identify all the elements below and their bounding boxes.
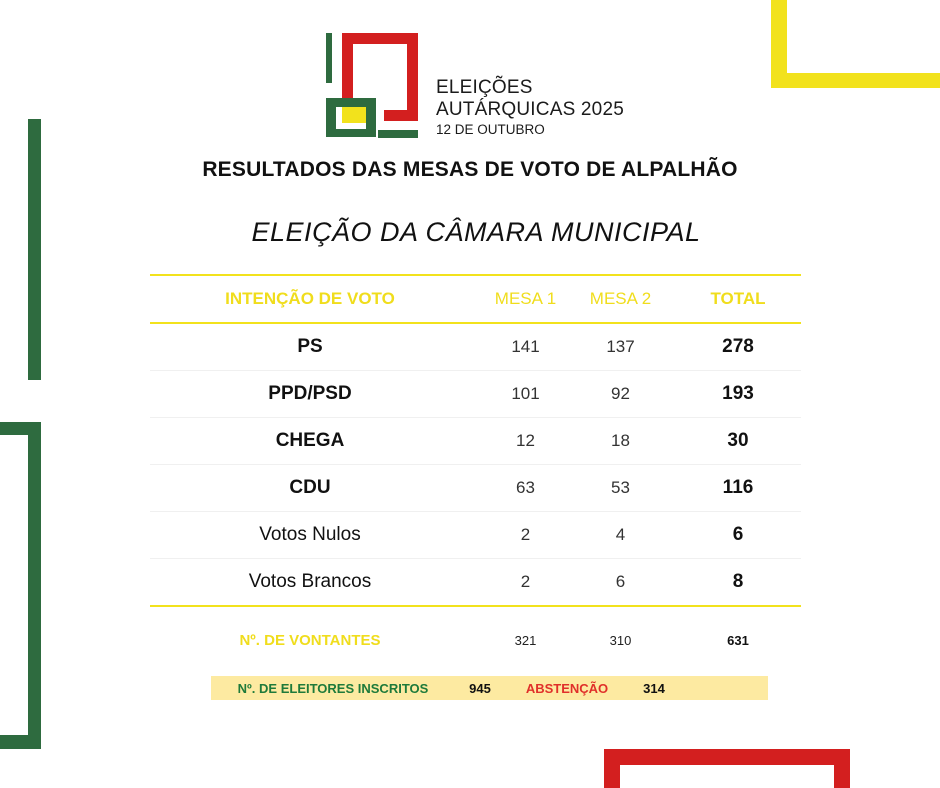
votantes-mesa1: 321 — [514, 632, 537, 648]
votantes-label: Nº. DE VONTANTES — [239, 631, 381, 649]
column-header-total: TOTAL — [710, 289, 766, 308]
row-mesa1: 12 — [516, 431, 535, 450]
row-mesa2: 53 — [611, 478, 630, 497]
page-title: RESULTADOS DAS MESAS DE VOTO DE ALPALHÃO — [202, 158, 738, 181]
table-row — [150, 418, 801, 465]
row-mesa1: 63 — [516, 478, 535, 497]
row-mesa2: 92 — [611, 384, 630, 403]
row-label: CDU — [289, 477, 331, 498]
row-label: Votos Brancos — [248, 571, 372, 592]
logo-line-1: ELEIÇÕES — [436, 77, 533, 98]
row-mesa2: 4 — [615, 525, 626, 544]
row-mesa2: 137 — [606, 337, 635, 356]
votantes-total: 631 — [727, 632, 749, 648]
table-row — [150, 512, 801, 559]
votantes-mesa2: 310 — [609, 632, 632, 648]
table-row — [150, 324, 801, 371]
column-header-mesa1: MESA 1 — [494, 289, 557, 308]
row-mesa1: 2 — [520, 572, 531, 591]
logo-text — [436, 78, 624, 137]
row-mesa2: 18 — [611, 431, 630, 450]
decor-yellow-corner-top-right — [771, 0, 940, 88]
row-total: 278 — [722, 336, 754, 357]
column-header-intencao: INTENÇÃO DE VOTO — [225, 289, 395, 308]
row-total: 6 — [732, 524, 744, 545]
row-label: CHEGA — [275, 430, 345, 451]
votantes-row — [150, 607, 801, 673]
inscritos-label: Nº. DE ELEITORES INSCRITOS — [237, 680, 429, 696]
decor-red-corner-bottom — [604, 749, 850, 788]
abstencao-value: 314 — [643, 680, 665, 696]
table-row — [150, 371, 801, 418]
row-total: 116 — [722, 477, 754, 498]
row-mesa1: 141 — [511, 337, 540, 356]
row-label: Votos Nulos — [259, 524, 361, 545]
logo-date: 12 DE OUTUBRO — [436, 122, 545, 137]
abstencao-label: ABSTENÇÃO — [525, 680, 609, 696]
row-mesa1: 101 — [511, 384, 540, 403]
results-table — [150, 274, 801, 673]
summary-bar — [211, 676, 768, 700]
page-subtitle: ELEIÇÃO DA CÂMARA MUNICIPAL — [251, 217, 701, 247]
row-total: 193 — [722, 383, 754, 404]
row-label: PS — [297, 336, 323, 357]
row-total: 30 — [727, 430, 749, 451]
election-logo-icon — [324, 31, 420, 141]
table-row — [150, 465, 801, 512]
inscritos-value: 945 — [469, 680, 491, 696]
row-mesa2: 6 — [615, 572, 626, 591]
table-header-row — [150, 276, 801, 322]
row-mesa1: 2 — [520, 525, 531, 544]
row-label: PPD/PSD — [268, 383, 352, 404]
logo-line-2: AUTÁRQUICAS 2025 — [436, 99, 624, 120]
column-header-mesa2: MESA 2 — [589, 289, 652, 308]
table-row — [150, 559, 801, 605]
row-total: 8 — [732, 571, 744, 592]
decor-green-bracket-left — [0, 422, 41, 749]
